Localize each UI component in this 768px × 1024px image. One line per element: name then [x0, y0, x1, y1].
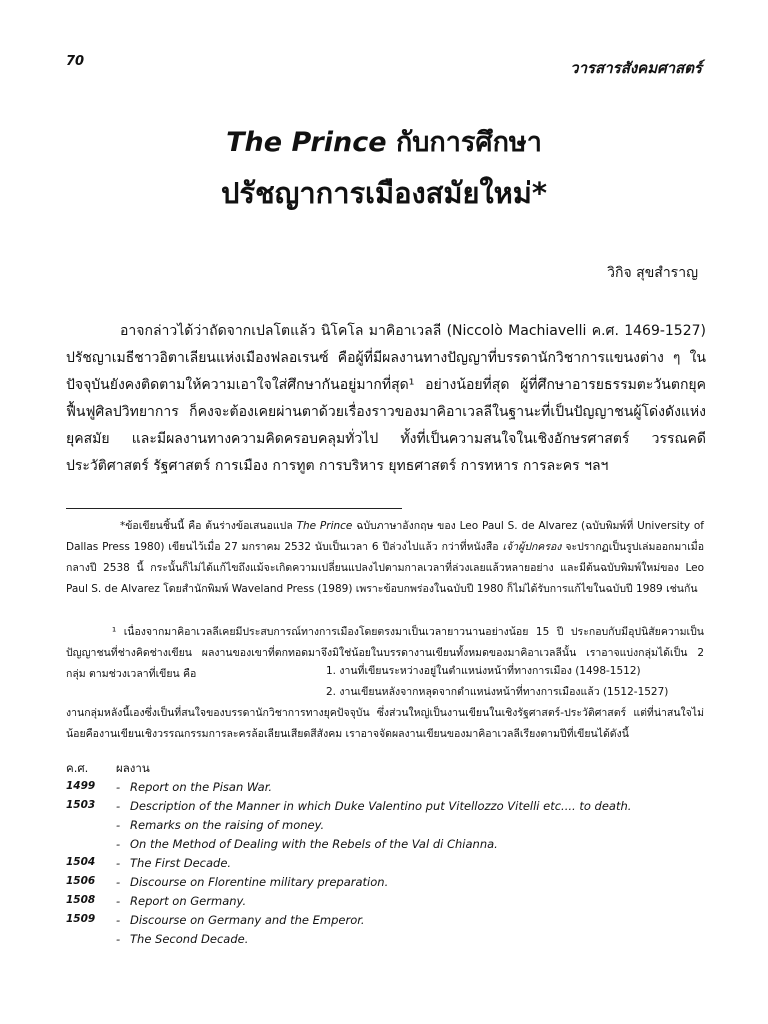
- works-list-header: [66, 760, 726, 780]
- list-item: 1503 - Description of the Manner in which Duke Valentino put Vitellozzo Vitelli etc.... to death.: [66, 799, 726, 818]
- author-name: วิกิจ สุขสำราญ: [607, 265, 698, 281]
- works-col-title: ผลงาน: [116, 761, 150, 775]
- fn2-text-a: ¹ เนื่องจากมาคิอาเวลลีเคยมีประสบการณ์ทางการเมืองโดยตรงมาเป็นเวลายาวนานอย่างน้อย 15 ปี ประกอบกับมีอุปนิสัยความเป็นปัญญาชนที่ช่างคิดช่างเขียน ผลงานของเขาที่ตกทอดมาจึงมิใช่น้อยในบรรดางานเขียนทั้งหมดของมาคิอาเวลลีนั้น เราอาจแบ่งกลุ่มได้เป็น 2 กลุ่ม ตามช่วงเวลาที่เขียน คือ: [66, 626, 704, 680]
- work-year: 1508: [66, 894, 96, 906]
- work-title: Discourse on Florentine military preparation.: [130, 875, 389, 889]
- list-item: 1509 - Discourse on Germany and the Emperor.: [66, 913, 726, 932]
- list-item: 1504 - The First Decade.: [66, 856, 726, 875]
- work-year: 1499: [66, 780, 96, 792]
- work-title: Discourse on Germany and the Emperor.: [130, 913, 365, 927]
- work-title: Report on the Pisan War.: [130, 780, 273, 794]
- footnote-divider: [66, 508, 402, 509]
- works-list: [66, 760, 726, 951]
- journal-running-head: วารสารสังคมศาสตร์: [570, 59, 702, 77]
- fn1-text-a: *ข้อเขียนชิ้นนี้ คือ ต้นร่างข้อเสนอแปล: [120, 520, 293, 532]
- work-year: 1504: [66, 856, 96, 868]
- work-title: Description of the Manner in which Duke Valentino put Vitellozzo Vitelli etc.... to death.: [130, 799, 632, 813]
- list-item: 1499 - Report on the Pisan War.: [66, 780, 726, 799]
- fn1-book-title: The Prince: [296, 520, 353, 532]
- fn1-text-e: จะปรากฏเป็นรูปเล่มออกมาเมื่อกลางปี 2538 นี้ กระนั้นก็ไม่ได้แก้ไขถึงแม้จะเกิดความเปลี่ยนแปลงไปตามกาลเวลาที่ล่วงเลยแล้วหลายอย่าง และมีต้นฉบับพิมพ์ใหม่ของ Leo Paul S. de Alvarez โดยสำนักพิมพ์ Waveland Press (1989) เพราะข้อบกพร่องในฉบับปี 1980 ก็ไม่ได้รับการแก้ไขในฉบับปี 1989 เช่นกัน: [66, 541, 705, 595]
- fn2-group-1: 1. งานที่เขียนระหว่างอยู่ในตำแหน่งหน้าที่ทางการเมือง (1498-1512): [326, 665, 641, 677]
- work-title: Report on Germany.: [130, 894, 247, 908]
- list-item: - On the Method of Dealing with the Rebels of the Val di Chianna.: [66, 837, 726, 856]
- title-english: The Prince: [226, 127, 387, 158]
- fn2-text-b: งานกลุ่มหลังนี้เองซึ่งเป็นที่สนใจของบรรดานักวิชาการทางยุคปัจจุบัน ซึ่งส่วนใหญ่เป็นงานเขียนในเชิงรัฐศาสตร์-ประวัติศาสตร์ แต่ที่น่าสนใจไม่น้อยคืองานเขียนเชิงวรรณกรรมการละครล้อเลียนเสียดสีสังคม เราอาจจัดผลงานเขียนของมาคิอาเวลลีเรียงตามปีที่เขียนได้ดังนี้: [66, 707, 704, 740]
- fn1-text-c: ฉบับภาษาอังกฤษ ของ Leo Paul S. de Alvarez (ฉบับพิมพ์ที่ University of Dallas Press 1980) เขียนไว้เมื่อ 27 มกราคม 2532 นับเป็นเวลา 6 ปีล่วงไปแล้ว กว่าที่หนังสือ: [66, 520, 704, 553]
- work-year: [66, 932, 116, 951]
- article-title-line-2: ปรัชญาการเมืองสมัยใหม่*: [220, 176, 548, 210]
- work-title: The First Decade.: [130, 856, 232, 870]
- body-paragraph-text: อาจกล่าวได้ว่าถัดจากเปลโตแล้ว นิโคโล มาคิอาเวลลี (Niccolò Machiavelli ค.ศ. 1469-1527) ปรัชญาเมธีชาวอิตาเลียนแห่งเมืองฟลอเรนซ์ คือผู้ที่มีผลงานทางปัญญาที่บรรดานักวิชาการแขนงต่าง ๆ ในปัจจุบันยังคงติดตามให้ความเอาใจใส่ศึกษากันอยู่มากที่สุด¹ อย่างน้อยที่สุด ผู้ที่ศึกษาอารยธรรมตะวันตกยุคฟื้นฟูศิลปวิทยาการ ก็คงจะต้องเคยผ่านตาด้วยเรื่องราวของมาคิอาเวลลีในฐานะที่เป็นปัญญาชนผู้โด่งดังแห่งยุคสมัย และมีผลงานทางความคิดครอบคลุมทั่วไป ทั้งที่เป็นความสนใจในเชิงอักษรศาสตร์ วรรณคดี ประวัติศาสตร์ รัฐศาสตร์ การเมือง การทูต การบริหาร ยุทธศาสตร์ การทหาร การละคร ฯลฯ: [66, 323, 706, 474]
- list-item: 1506 - Discourse on Florentine military preparation.: [66, 875, 726, 894]
- title-thai-part: กับการศึกษา: [395, 127, 542, 158]
- fn1-thai-book-title: เจ้าผู้ปกครอง: [502, 541, 562, 553]
- list-item: 1508 - Report on Germany.: [66, 894, 726, 913]
- footnote-asterisk: [66, 516, 704, 600]
- list-item: - Remarks on the raising of money.: [66, 818, 726, 837]
- article-title-line-1: [0, 120, 768, 163]
- work-year: [66, 818, 116, 837]
- body-paragraph: [66, 318, 706, 480]
- fn2-group-2: 2. งานเขียนหลังจากหลุดจากตำแหน่งหน้าที่ทางการเมืองแล้ว (1512-1527): [326, 686, 669, 698]
- work-title: Remarks on the raising of money.: [130, 818, 325, 832]
- work-year: 1506: [66, 875, 96, 887]
- work-year: [66, 837, 116, 856]
- work-year: 1509: [66, 913, 96, 925]
- work-year: 1503: [66, 799, 96, 811]
- work-title: The Second Decade.: [130, 932, 249, 946]
- page-number: 70: [66, 54, 85, 69]
- work-title: On the Method of Dealing with the Rebels of the Val di Chianna.: [130, 837, 498, 851]
- list-item: - The Second Decade.: [66, 932, 726, 951]
- works-col-year: ค.ศ.: [66, 761, 89, 775]
